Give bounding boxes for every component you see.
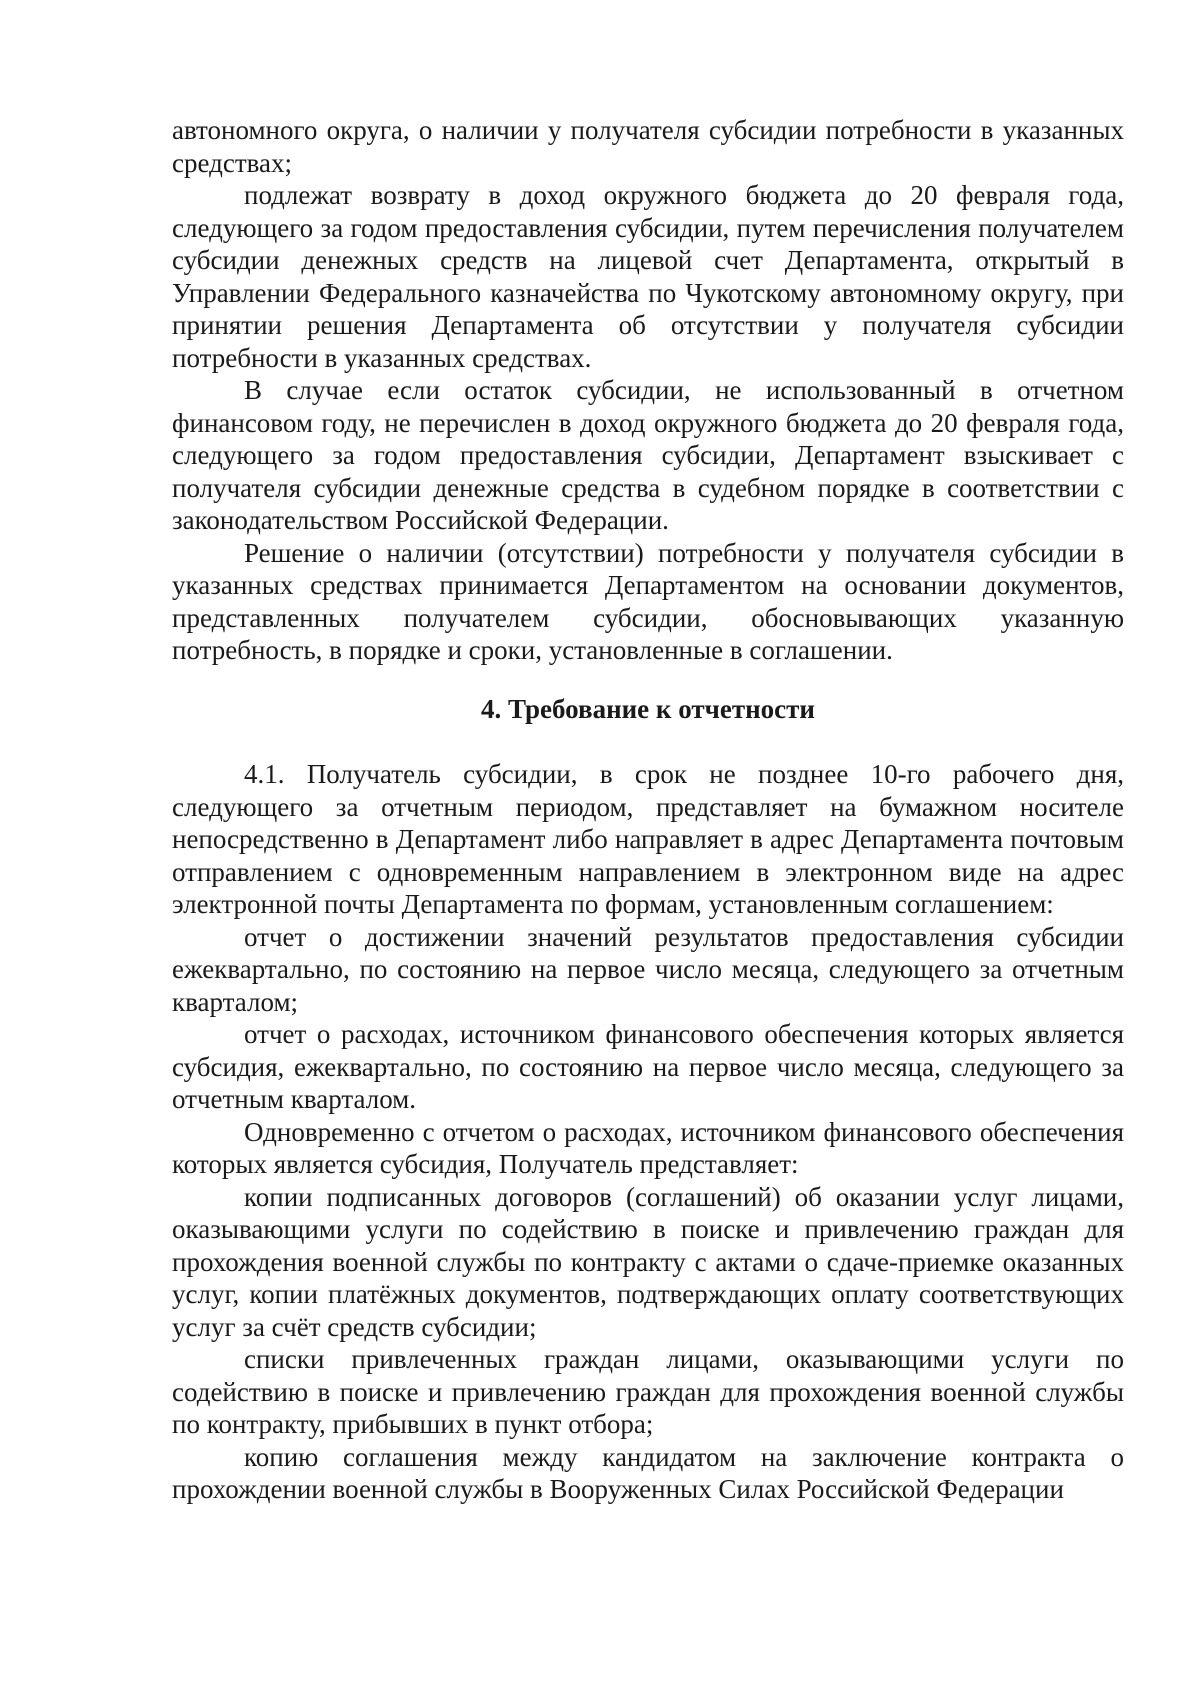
paragraph-return-deadline: подлежат возврату в доход окружного бюджета до 20 февраля года, следующего за годом предоставления субсидии, путем перечисления получателем субсидии денежных средств на лицевой счет Департамента, открытый в Управлении Федерального казначейства по Чукотскому автономному округу, при принятии решения Департамента об отсутствии у получателя субсидии потребности в указанных средствах. — [172, 180, 1124, 373]
paragraph-results-report: отчет о достижении значений результатов предоставления субсидии ежеквартально, по состоянию на первое число месяца, следующего за отчетным кварталом; — [172, 921, 1124, 1017]
paragraph-citizen-lists: списки привлеченных граждан лицами, оказывающими услуги по содействию в поиске и привлечению граждан для прохождения военной службы по контракту, прибывших в пункт отбора; — [172, 1344, 1124, 1439]
document-body — [172, 114, 1124, 1506]
paragraph-expenses-report: отчет о расходах, источником финансового обеспечения которых является субсидия, ежеквартально, по состоянию на первое число месяца, следующего за отчетным кварталом. — [172, 1019, 1124, 1114]
paragraph-recovery-court: В случае если остаток субсидии, не использованный в отчетном финансовом году, не перечислен в доход окружного бюджета до 20 февраля года, следующего за годом предоставления субсидии, Департамент взыскивает с получателя субсидии денежные средства в судебном порядке в соответствии с законодательством Российской Федерации. — [172, 375, 1124, 535]
paragraph-continuation: автономного округа, о наличии у получателя субсидии потребности в указанных средствах; — [172, 115, 1124, 178]
paragraph-agreement-copy: копию соглашения между кандидатом на заключение контракта о прохождении военной службы в Вооруженных Силах Российской Федерации — [172, 1441, 1124, 1504]
section-heading: 4. Требование к отчетности — [481, 693, 815, 724]
paragraph-4-1: 4.1. Получатель субсидии, в срок не позднее 10-го рабочего дня, следующего за отчетным периодом, представляет на бумажном носителе непосредственно в Департамент либо направляет в адрес Департамента почтовым отправлением с одновременным направлением в электронном виде на адрес электронной почты Департамента по формам, установленным соглашением: — [172, 759, 1124, 919]
paragraph-need-decision: Решение о наличии (отсутствии) потребности у получателя субсидии в указанных средствах принимается Департаментом на основании документов, представленных получателем субсидии, обосновывающих указанную потребность, в порядке и сроки, установленные в соглашении. — [172, 537, 1124, 665]
paragraph-simultaneously: Одновременно с отчетом о расходах, источником финансового обеспечения которых является субсидия, Получатель представляет: — [172, 1116, 1124, 1179]
paragraph-contract-copies: копии подписанных договоров (соглашений) об оказании услуг лицами, оказывающими услуги по содействию в поиске и привлечению граждан для прохождения военной службы по контракту с актами о сдаче-приемке оказанных услуг, копии платёжных документов, подтверждающих оплату соответствующих услуг за счёт средств субсидии; — [172, 1181, 1124, 1342]
